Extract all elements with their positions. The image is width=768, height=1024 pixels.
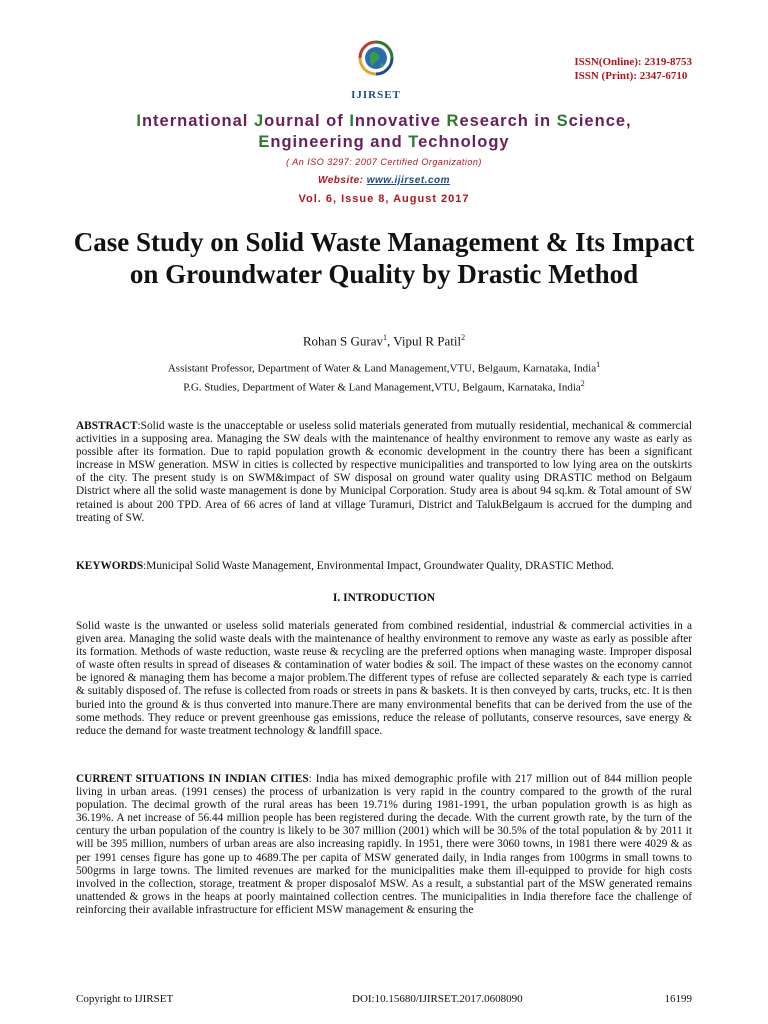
affiliation-1: Assistant Professor, Department of Water & Land Management,VTU, Belgaum, Karnataka, India$^1$ [167,360,601,375]
affiliation-2: P.G. Studies, Department of Water & Land Management,VTU, Belgaum, Karnataka, India$^2$ [183,379,585,394]
abstract-text: :Solid waste is the unacceptable or useless solid materials generated from mutually residential, mechanical & commercial activities in a supposing area. Managing the SW deals with the maintenance of healthy environment to remove any waste as early as possible after its formation. Due to rapid population growth & economic development in the country there has been a significant increase in MSW generation. MSW in cities is collected by respective municipalities and transported to low lying area on the outskirts of the city. The present study is on SWM&impact of SW disposal on ground water quality using DRASTIC method on Belgaum District where all the solid waste management is done by Municipal Corporation. Study area is about 94 sq.km. & Total amount of SW retained is about 200 TPD. Area of 66 acres of land at village Turamuri, District and TalukBelgaum is accrued for the dumping and treating of SW. [76,420,692,524]
website-label: Website: [317,175,367,186]
keywords-label: KEYWORDS [76,560,144,572]
paper-title: Case Study on Solid Waste Management & Its Impact on Groundwater Quality by Drastic Method [73,227,695,289]
journal-name-line1: International Journal of Innovative Research in Science, [136,112,632,130]
issn-online: ISSN(Online): 2319-8753 [574,56,692,68]
website-link[interactable]: www.ijirset.com [366,175,451,186]
issn-block [574,55,692,83]
journal-logo [345,36,407,102]
author-1: Rohan S Gurav [302,333,384,349]
current-situations-text: : India has mixed demographic profile with 217 million out of 844 million people living in urban areas. (1991 censes) the process of urbanization is very rapid in the country compared to the growth of the rural population. The decimal growth of the rural areas has been 19.71% during 1981-1991, the urban population growth is as high as 36.19%. A net increase of 56.44 million people has been registered during the decade. With the current growth rate, by the turn of the century the urban population of the country is likely to be 307 million (2001) which will be 30.5% of the total population & by 2011 it will be 395 million, numbers of urban areas are also increasing rapidly. In 1951, there were 3060 towns, in 1981 there were 4029 & as per 1991 censes figure has gone up to 4689.The per capita of MSW generated daily, in India ranges from 100grms in small towns to 500grms in large towns. The limited revenues are marked for the municipalities make them ill-equipped to provide for high costs involved in the collection, storage, treatment & proper disposalof MSW. As a result, a substantial part of the MSW generated remains unattended & grows in the heaps at poorly maintained collection centres. The municipalities in India therefore face the challenge of reinforcing their available infrastructure for efficient MSW management & ensuring the [76,773,693,916]
journal-name-line2: Engineering and Technology [258,133,510,151]
iso-certification: ( An ISO 3297: 2007 Certified Organization) [286,157,482,167]
introduction-paragraph: Solid waste is the unwanted or useless solid materials generated from combined residential, industrial & commercial activities in a given area. Managing the solid waste deals with the maintenance of healthy environment to remove any waste as early as possible after its formation. Methods of waste reduction, waste reuse & recycling are the preferred options when managing waste. Improper disposal of waste often results in spread of diseases & contamination of water bodies & soil. The impact of these wastes on the economy cannot be ignored & managing them has become a major problem.The different types of refuse are collected separately & each type is carried & suitably disposed of. The refuse is collected from roads or streets in pans & baskets. It is then conveyed by carts, trucks, etc. It is then buried into the ground & is thus converted into manure.There are many environmental benefits that can be derived from the use of the some methods. They reduce or prevent greenhouse gas emissions, reduce the release of pollutants, conserve resources, save energy & reduce the demand for waste treatment technology & landfill space. [76,620,692,737]
author-2: Vipul R Patil [393,333,462,349]
issn-print: ISSN (Print): 2347-6710 [574,70,688,82]
logo-text: IJIRSET [351,89,401,101]
globe-logo-icon [354,36,398,82]
footer-copyright: Copyright to IJIRSET [76,993,174,1005]
abstract [76,420,692,525]
current-situations-label: CURRENT SITUATIONS IN INDIAN CITIES [76,773,309,785]
current-situations-paragraph [76,773,692,917]
author-list: Rohan S Gurav$^1$, Vipul R Patil$^2$ [302,333,466,349]
keywords-text: :Municipal Solid Waste Management, Environmental Impact, Groundwater Quality, DRASTIC Method. [143,560,615,572]
volume-issue: Vol. 6, Issue 8, August 2017 [298,193,470,205]
footer-doi: DOI:10.15680/IJIRSET.2017.0608090 [352,993,523,1005]
section-heading-introduction: I. INTRODUCTION [332,592,436,604]
footer-page-number: 16199 [664,993,692,1005]
journal-name [0,111,768,153]
abstract-label: ABSTRACT [76,420,138,432]
keywords [76,560,692,573]
website-line [0,175,768,186]
